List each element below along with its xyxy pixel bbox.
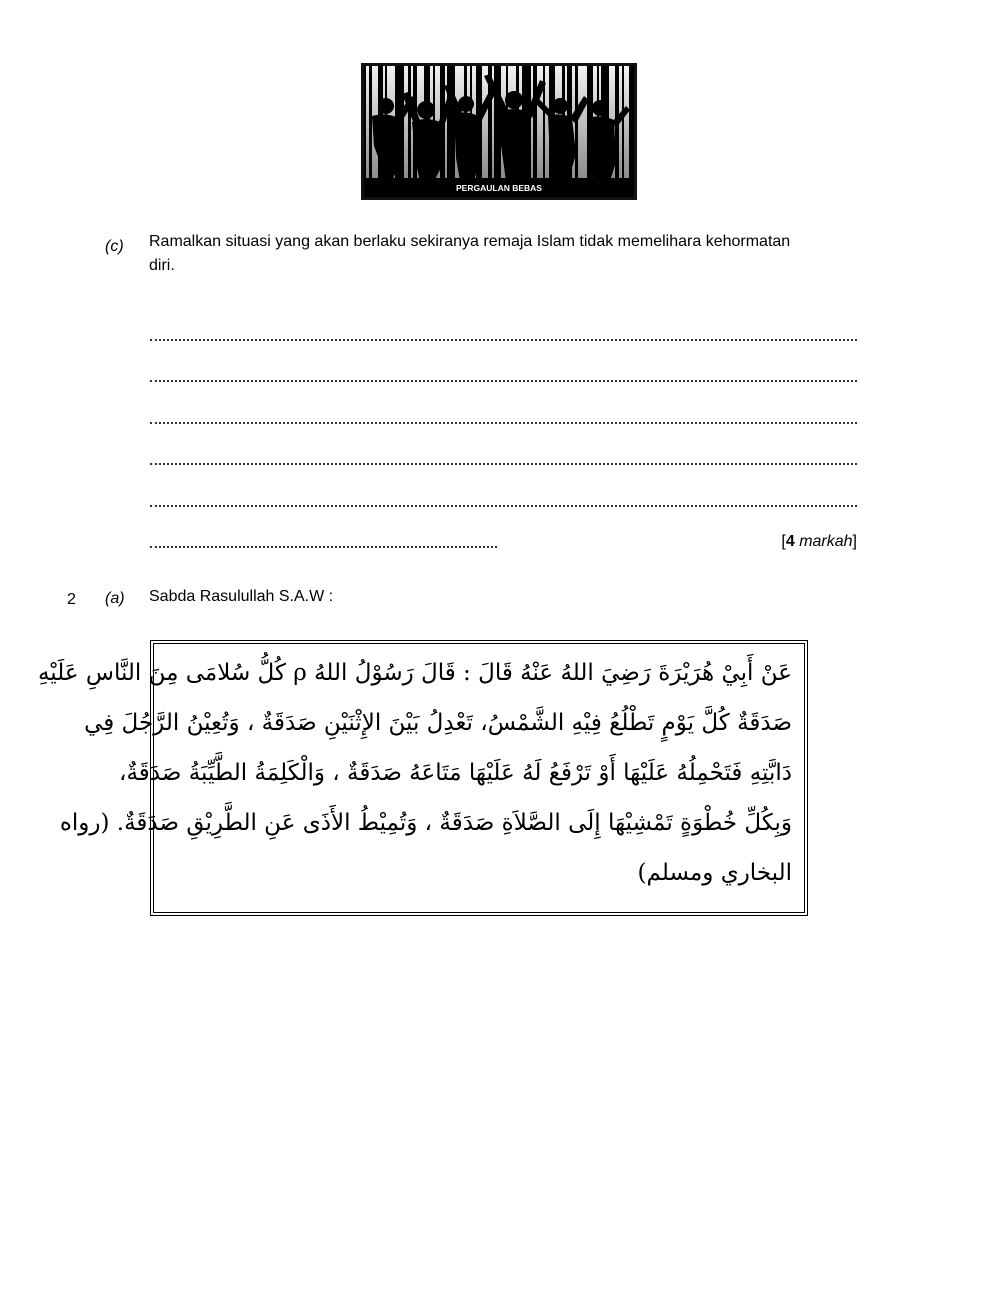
hadith-line: وَبِكُلِّ خُطْوَةٍ تَمْشِيْهَا إِلَى الصَّلاَةِ صَدَقَةٌ ، وَتُمِيْطُ الأَذَى عَنِ الطَّرِيْقِ صَدَقَةٌ. (رواه	[59, 810, 792, 836]
marks-label: [4 markah]	[781, 533, 857, 550]
answer-line-1[interactable]	[150, 337, 857, 341]
pergaulan-bebas-image	[361, 63, 637, 200]
question-2a-text: Sabda Rasulullah S.A.W :	[149, 588, 334, 605]
hadith-line: عَنْ أَبِيْ هُرَيْرَةَ رَضِيَ اللهُ عَنْهُ قَالَ : قَالَ رَسُوْلُ اللهُ ρ كُلُّ سُلامَى مِنَ النَّاسِ عَلَيْهِ	[37, 660, 792, 686]
answer-line-2[interactable]	[150, 378, 857, 382]
stripe	[482, 66, 488, 178]
answer-line-5[interactable]	[150, 503, 857, 507]
question-c-text-line1: Ramalkan situasi yang akan berlaku sekiranya remaja Islam tidak memelihara kehormatan	[149, 233, 791, 250]
answer-line-3[interactable]	[150, 420, 857, 424]
question-c-text-line2: diri.	[149, 257, 175, 274]
hadith-box-inner	[37, 643, 805, 913]
answer-line-4[interactable]	[150, 461, 857, 465]
stripe	[366, 66, 369, 178]
stripe	[531, 66, 533, 178]
stripe	[578, 66, 587, 178]
question-2a-label: (a)	[105, 590, 125, 607]
answer-line-6[interactable]	[150, 544, 497, 548]
hadith-line: البخاري ومسلم)	[637, 860, 792, 886]
hadith-box	[37, 640, 808, 916]
hadith-line: صَدَقَةٌ كُلَّ يَوْمٍ تَطْلُعُ فِيْهِ الشَّمْسُ، تَعْدِلُ بَيْنَ الإِثْنَيْنِ صَدَقَةٌ ، وَتُعِيْنُ الرَّجُلَ فِي	[84, 710, 792, 736]
stripe	[624, 66, 629, 178]
question-2-number: 2	[67, 591, 76, 608]
hadith-line: دَابَّتِهِ فَتَحْمِلُهُ عَلَيْهَا أَوْ تَرْفَعُ لَهُ عَلَيْهَا مَتَاعَهُ صَدَقَةٌ ، وَالْكَلِمَةُ الطَّيِّبَةُ صَدَقَةٌ،	[119, 760, 792, 786]
question-c-label: (c)	[105, 238, 124, 255]
dancing-silhouettes-icon	[364, 66, 634, 197]
stripe	[404, 66, 408, 178]
image-caption: PERGAULAN BEBAS	[456, 183, 542, 193]
